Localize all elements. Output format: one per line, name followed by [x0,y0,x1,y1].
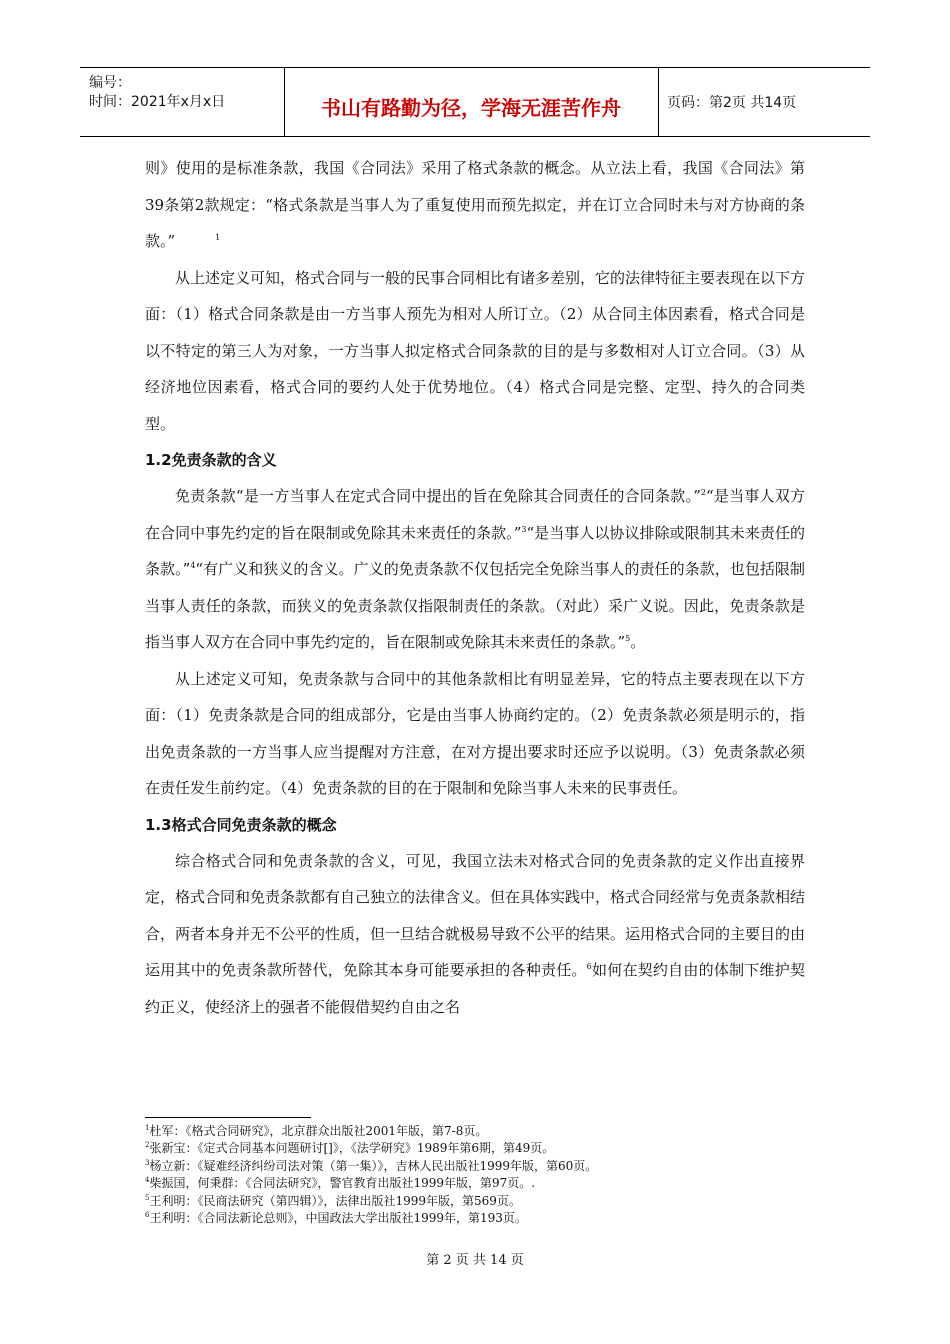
paragraph-text: 。 [630,633,646,651]
header-meta [80,68,285,136]
footnote-ref: 3 [521,524,527,534]
footnote-number: 2 [145,1141,150,1150]
footnote-number: 6 [145,1211,150,1220]
footnote-ref: 4 [190,561,196,570]
paragraph: 从上述定义可知，格式合同与一般的民事合同相比有诸多差别，它的法律特征主要表现在以下方面：（1）格式合同条款是由一方当事人预先为相对人所订立。（2）从合同主体因素看，格式合同是以不特定的第三人为对象，一方当事人拟定格式合同条款的目的是与多数相对人订立合同。（3）从经济地位因素看，格式合同的要约人处于优势地位。（4）格式合同是完整、定型、持久的合同类型。 [145,268,806,433]
paragraph-text: 则》使用的是标准条款，我国《合同法》采用了格式条款的概念。从立法上看，我国《合同法》第39条第2款规定：“格式条款是当事人为了重复使用而预先拟定，并在订立合同时未与对方协商的条款。” [145,159,805,250]
footnote-ref: 5 [625,634,631,643]
footnote [145,1193,825,1210]
page-footer: 第 2 页 共 14 页 [426,1253,524,1268]
paragraph-text: 免责条款“是一方当事人在定式合同中提出的旨在免除其合同责任的合同条款。” [175,487,701,505]
paragraph [145,150,805,260]
footnote-text: 杨立新：《疑难经济纠纷司法对策（第一集）》，吉林人民出版社1999年版，第60页。 [149,1158,598,1173]
footnote-text: 柴振国，何秉群：《合同法研究》，警官教育出版社1999年版，第97页。. [149,1176,536,1191]
footnotes [145,1123,825,1227]
page-code: 页码：第2页 共14页 [667,95,797,111]
footnote-text: 王利明：《民商法研究（第四辑）》，法律出版社1999年版，第569页。 [149,1193,521,1208]
date-line: 时间：2021年x月x日 [89,94,226,110]
footnote-text: 张新宝：《定式合同基本问题研讨[]》，《法学研究》1989年第6期，第49页。 [149,1141,555,1156]
paragraph: 从上述定义可知，免责条款与合同中的其他条款相比有明显差异，它的特点主要表现在以下方面：（1）免责条款是合同的组成部分，它是由当事人协商约定的。（2）免责条款必须是明示的，指出免责条款的一方当事人应当提醒对方注意，在对方提出要求时还应予以说明。（3）免责条款必须在责任发生前约定。（4）免责条款的目的在于限制和免除当事人未来的民事责任。 [145,669,805,797]
footnote [145,1210,825,1227]
header-slogan-cell [284,68,659,136]
footnote-number: 1 [145,1124,150,1132]
paragraph-text: 综合格式合同和免责条款的含义，可见，我国立法未对格式合同的免责条款的定义作出直接界定，格式合同和免责条款都有自己独立的法律含义。但在具体实践中，格式合同经常与免责条款相结合，两者本身并无不公平的性质，但一旦结合就极易导致不公平的结果。运用格式合同的主要目的由运用其中的免责条款所替代，免除其本身可能要承担的各种责任。 [145,851,806,979]
paragraph [145,843,805,1026]
footnote-separator [145,1117,311,1118]
section-heading: 1.2免责条款的含义 [145,451,277,469]
number-label: 编号： [89,75,131,91]
footnote-ref: 1 [215,233,221,242]
footnote [145,1158,825,1175]
footnote-number: 3 [145,1158,150,1167]
footnote-ref: 2 [700,488,706,497]
footnote-ref: 6 [586,962,592,971]
footnote [145,1140,825,1157]
paragraph-text: 如何在契约自由的体制下维护契约正义，使经济上的强者不能假借契约自由之名 [145,961,805,1016]
footnote-number: 5 [145,1193,150,1202]
paragraph-text: “是当事人双方在合同中事先约定的旨在限制或免除其未来责任的条款。” [145,487,805,542]
section-heading: 1.3格式合同免责条款的概念 [145,815,337,834]
footnote [145,1123,825,1140]
page-header [80,67,870,137]
footnote-text: 杜军：《格式合同研究》，北京群众出版社2001年版，第7-8页。 [149,1124,488,1138]
footnote [145,1175,825,1192]
slogan: 书山有路勤为径，学海无涯苦作舟 [321,96,621,120]
paragraph-text: “有广义和狭义的含义。广义的免责条款不仅包括完全免除当事人的责任的条款，也包括限制当事人责任的条款，而狭义的免责条款仅指限制责任的条款。（对此）采广义说。因此，免责条款是指当事人双方在合同中事先约定的，旨在限制或免除其未来责任的条款。” [145,560,805,651]
paragraph-text: “是当事人以协议排除或限制其未来责任的条款。” [145,523,806,578]
document-body [145,150,805,1025]
header-page-cell [658,68,870,136]
footnote-text: 王利明：《合同法新论总则》，中国政法大学出版社1999年，第193页。 [149,1211,527,1226]
footnote-number: 4 [145,1176,150,1185]
paragraph [145,478,805,661]
